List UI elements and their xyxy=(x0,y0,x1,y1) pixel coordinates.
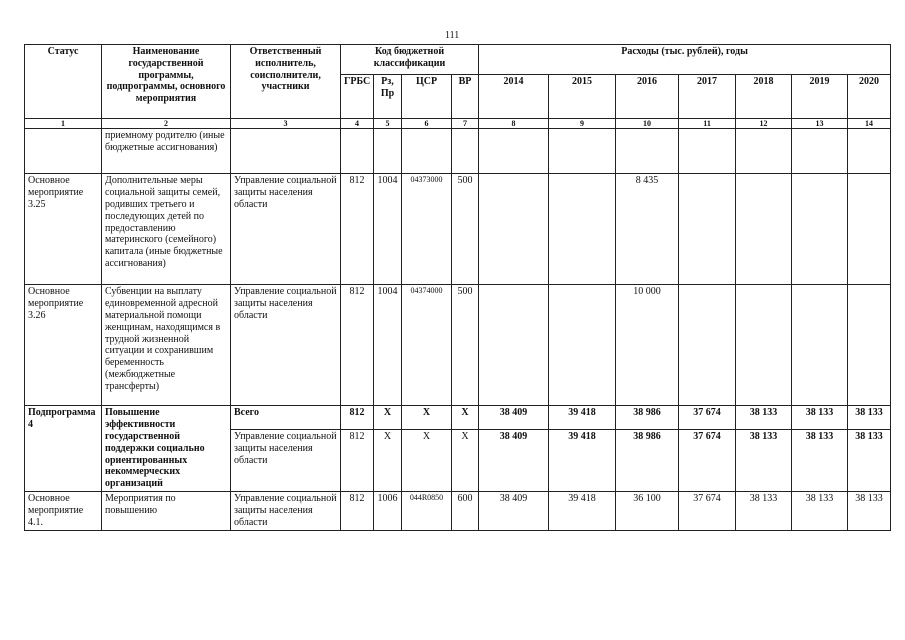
value-cell: 39 418 xyxy=(549,430,616,492)
name-cell: Дополнительные меры социальной защиты семей, родивших третьего и последующих детей по предоставлению материнского (семейного) капитала (иные бюджетные ассигнования) xyxy=(102,174,231,285)
header-budget-code: Код бюджетной классификации xyxy=(341,45,479,75)
value-cell: 38 133 xyxy=(736,406,792,430)
csr-cell xyxy=(402,129,452,174)
rzpr-cell: Х xyxy=(374,430,402,492)
header-rzpr: Рз, Пр xyxy=(374,75,402,119)
value-cell: 37 674 xyxy=(679,492,736,531)
vr-cell: 500 xyxy=(452,285,479,406)
value-cell: 37 674 xyxy=(679,406,736,430)
csr-cell: Х xyxy=(402,406,452,430)
rzpr-cell: 1004 xyxy=(374,174,402,285)
vr-cell: Х xyxy=(452,406,479,430)
name-cell: приемному родителю (иные бюджетные ассигнования) xyxy=(102,129,231,174)
grbs-cell xyxy=(341,129,374,174)
column-number: 9 xyxy=(549,119,616,129)
grbs-cell: 812 xyxy=(341,406,374,430)
header-year: 2017 xyxy=(679,75,736,119)
value-cell: 8 435 xyxy=(616,174,679,285)
status-cell: Основное мероприятие 4.1. xyxy=(25,492,102,531)
value-cell xyxy=(679,174,736,285)
grbs-cell: 812 xyxy=(341,492,374,531)
value-cell xyxy=(792,285,848,406)
header-csr: ЦСР xyxy=(402,75,452,119)
csr-cell: 044R0850 xyxy=(402,492,452,531)
table-row xyxy=(25,129,891,174)
status-cell: Основное мероприятие 3.25 xyxy=(25,174,102,285)
value-cell: 38 409 xyxy=(479,406,549,430)
status-cell: Основное мероприятие 3.26 xyxy=(25,285,102,406)
name-cell: Мероприятия по повышению xyxy=(102,492,231,531)
column-number: 4 xyxy=(341,119,374,129)
value-cell: 38 133 xyxy=(848,430,891,492)
vr-cell xyxy=(452,129,479,174)
column-number: 12 xyxy=(736,119,792,129)
header-name: Наименование государственной программы, подпрограммы, основного мероприятия xyxy=(102,45,231,119)
value-cell xyxy=(479,129,549,174)
value-cell: 10 000 xyxy=(616,285,679,406)
vr-cell: 500 xyxy=(452,174,479,285)
table-row xyxy=(25,492,891,531)
table-row xyxy=(25,406,891,430)
value-cell: 38 409 xyxy=(479,492,549,531)
column-number: 10 xyxy=(616,119,679,129)
value-cell xyxy=(616,129,679,174)
csr-cell: 04374000 xyxy=(402,285,452,406)
column-number: 1 xyxy=(25,119,102,129)
header-year: 2018 xyxy=(736,75,792,119)
value-cell: 38 133 xyxy=(736,492,792,531)
value-cell xyxy=(479,174,549,285)
value-cell xyxy=(549,129,616,174)
column-number: 6 xyxy=(402,119,452,129)
column-number: 14 xyxy=(848,119,891,129)
column-number: 5 xyxy=(374,119,402,129)
value-cell xyxy=(736,174,792,285)
column-number: 2 xyxy=(102,119,231,129)
value-cell: 38 133 xyxy=(792,406,848,430)
value-cell: 38 986 xyxy=(616,406,679,430)
vr-cell: Х xyxy=(452,430,479,492)
header-executor: Ответственный исполнитель, соисполнители, участники xyxy=(231,45,341,119)
value-cell xyxy=(792,129,848,174)
value-cell xyxy=(848,285,891,406)
header-year: 2020 xyxy=(848,75,891,119)
name-cell: Повышение эффективности государственной поддержки социально ориентированных некоммерческих организаций xyxy=(102,406,231,492)
value-cell xyxy=(679,129,736,174)
header-grbs: ГРБС xyxy=(341,75,374,119)
status-cell: Подпрограмма 4 xyxy=(25,406,102,492)
value-cell: 38 133 xyxy=(792,430,848,492)
grbs-cell: 812 xyxy=(341,174,374,285)
executor-cell: Управление социальной защиты населения области xyxy=(231,285,341,406)
header-year: 2015 xyxy=(549,75,616,119)
header-status: Статус xyxy=(25,45,102,119)
value-cell xyxy=(736,129,792,174)
csr-cell: Х xyxy=(402,430,452,492)
header-year: 2014 xyxy=(479,75,549,119)
value-cell xyxy=(479,285,549,406)
column-numbers-row xyxy=(25,119,891,129)
column-number: 11 xyxy=(679,119,736,129)
executor-cell: Управление социальной защиты населения области xyxy=(231,492,341,531)
value-cell xyxy=(549,285,616,406)
column-number: 8 xyxy=(479,119,549,129)
value-cell xyxy=(679,285,736,406)
value-cell: 38 133 xyxy=(848,492,891,531)
grbs-cell: 812 xyxy=(341,285,374,406)
value-cell: 37 674 xyxy=(679,430,736,492)
page-number: 111 xyxy=(445,30,460,41)
csr-cell: 04373000 xyxy=(402,174,452,285)
value-cell xyxy=(549,174,616,285)
header-expenses: Расходы (тыс. рублей), годы xyxy=(479,45,891,75)
value-cell xyxy=(848,174,891,285)
value-cell xyxy=(792,174,848,285)
value-cell: 39 418 xyxy=(549,492,616,531)
header-year: 2016 xyxy=(616,75,679,119)
header-vr: ВР xyxy=(452,75,479,119)
value-cell: 38 133 xyxy=(736,430,792,492)
vr-cell: 600 xyxy=(452,492,479,531)
rzpr-cell: 1004 xyxy=(374,285,402,406)
value-cell: 38 986 xyxy=(616,430,679,492)
executor-cell: Управление социальной защиты населения области xyxy=(231,430,341,492)
value-cell: 38 133 xyxy=(792,492,848,531)
column-number: 13 xyxy=(792,119,848,129)
value-cell xyxy=(848,129,891,174)
value-cell: 36 100 xyxy=(616,492,679,531)
executor-cell: Всего xyxy=(231,406,341,430)
executor-cell xyxy=(231,129,341,174)
executor-cell: Управление социальной защиты населения области xyxy=(231,174,341,285)
grbs-cell: 812 xyxy=(341,430,374,492)
value-cell: 38 133 xyxy=(848,406,891,430)
column-number: 3 xyxy=(231,119,341,129)
value-cell xyxy=(736,285,792,406)
budget-table xyxy=(24,44,891,531)
column-number: 7 xyxy=(452,119,479,129)
value-cell: 39 418 xyxy=(549,406,616,430)
table-row xyxy=(25,174,891,285)
header-year: 2019 xyxy=(792,75,848,119)
value-cell: 38 409 xyxy=(479,430,549,492)
rzpr-cell xyxy=(374,129,402,174)
status-cell xyxy=(25,129,102,174)
rzpr-cell: 1006 xyxy=(374,492,402,531)
table-row xyxy=(25,285,891,406)
name-cell: Субвенции на выплату единовременной адресной материальной помощи женщинам, находящимся в трудной жизненной ситуации и сохранившим беременность (межбюджетные трансферты) xyxy=(102,285,231,406)
rzpr-cell: Х xyxy=(374,406,402,430)
